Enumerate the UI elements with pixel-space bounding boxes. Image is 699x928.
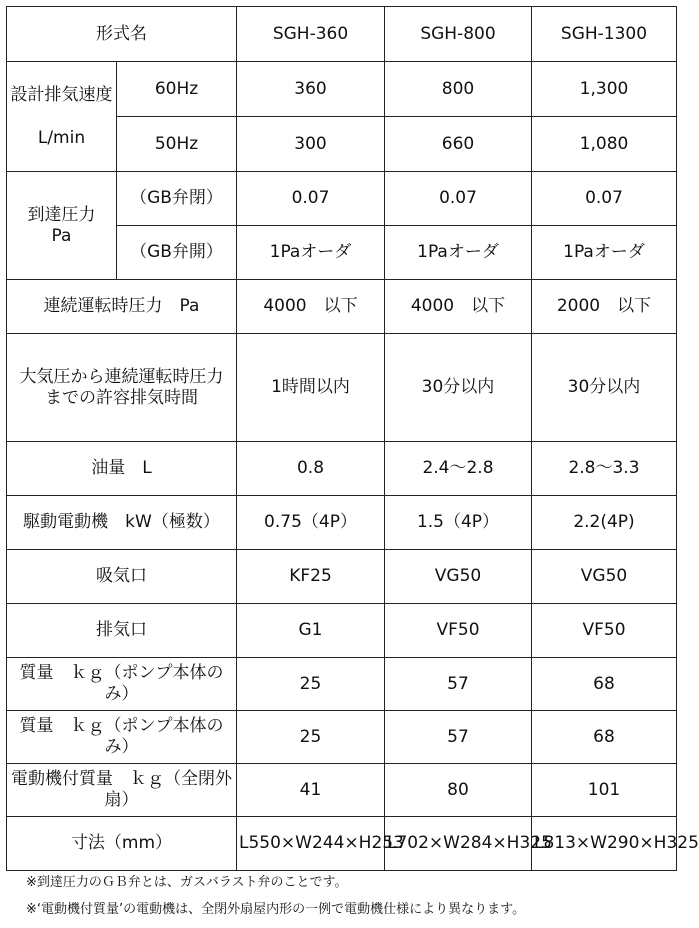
value-cell: 80 — [385, 764, 532, 817]
table-row — [7, 711, 677, 764]
allowable-time-label-line1: 大気圧から連続運転時圧力 — [19, 366, 224, 387]
table-row — [7, 334, 677, 442]
ultimate-pressure-label — [7, 172, 117, 280]
model-cell: SGH-1300 — [532, 7, 677, 62]
value-cell: 1Paオーダ — [237, 226, 385, 280]
value-cell: KF25 — [237, 550, 385, 604]
ultimate-pressure-unit: Pa — [51, 225, 72, 246]
exhaust-speed-label — [7, 62, 117, 172]
value-cell: 68 — [532, 711, 677, 764]
freq-cell: 50Hz — [117, 117, 237, 172]
value-cell: 2000 以下 — [532, 280, 677, 334]
value-cell: 800 — [385, 62, 532, 117]
value-cell: VF50 — [385, 604, 532, 658]
value-cell: 30分以内 — [532, 334, 677, 442]
table-row — [7, 172, 677, 226]
value-cell: 57 — [385, 658, 532, 711]
value-cell: 4000 以下 — [385, 280, 532, 334]
freq-cell: 60Hz — [117, 62, 237, 117]
table-row — [7, 604, 677, 658]
value-cell: 0.07 — [237, 172, 385, 226]
table-row — [7, 496, 677, 550]
value-cell: 2.8～3.3 — [532, 442, 677, 496]
motor-label: 駆動電動機 kW（極数） — [7, 496, 237, 550]
footnotes — [26, 874, 676, 928]
value-cell: 660 — [385, 117, 532, 172]
exhaust-port-label: 排気口 — [7, 604, 237, 658]
dimensions-label: 寸法（mm） — [7, 817, 237, 871]
value-cell: 360 — [237, 62, 385, 117]
mass-label: 質量 ｋｇ（ポンプ本体のみ） — [7, 711, 237, 764]
value-cell: G1 — [237, 604, 385, 658]
condition-cell: （GB弁開） — [117, 226, 237, 280]
value-cell: 30分以内 — [385, 334, 532, 442]
value-cell: 2.2(4P) — [532, 496, 677, 550]
value-cell: 300 — [237, 117, 385, 172]
dimension-cell: L550×W244×H253 — [237, 817, 385, 871]
exhaust-speed-label-line1: 設計排気速度 — [10, 84, 113, 105]
table-row — [7, 550, 677, 604]
value-cell: 2.4～2.8 — [385, 442, 532, 496]
model-cell: SGH-360 — [237, 7, 385, 62]
value-cell: 0.07 — [385, 172, 532, 226]
table-row — [7, 62, 677, 117]
value-cell: 1,080 — [532, 117, 677, 172]
value-cell: 41 — [237, 764, 385, 817]
value-cell: 1,300 — [532, 62, 677, 117]
footnote: ※到達圧力のＧＢ弁とは、ガスバラスト弁のことです。 — [26, 875, 348, 890]
value-cell: 57 — [385, 711, 532, 764]
oil-label: 油量 L — [7, 442, 237, 496]
value-cell: VF50 — [532, 604, 677, 658]
table-row — [7, 658, 677, 711]
value-cell: 1.5（4P） — [385, 496, 532, 550]
value-cell: 1Paオーダ — [532, 226, 677, 280]
model-header: 形式名 — [7, 7, 237, 62]
dimension-cell: L702×W284×H325 — [385, 817, 532, 871]
model-cell: SGH-800 — [385, 7, 532, 62]
dimension-cell: L813×W290×H325 — [532, 817, 677, 871]
value-cell: 0.75（4P） — [237, 496, 385, 550]
condition-cell: （GB弁閉） — [117, 172, 237, 226]
table-row — [7, 7, 677, 62]
intake-label: 吸気口 — [7, 550, 237, 604]
table-row — [7, 442, 677, 496]
spec-table — [6, 6, 699, 871]
value-cell: 4000 以下 — [237, 280, 385, 334]
allowable-time-label-line2: までの許容排気時間 — [45, 387, 198, 408]
value-cell: 25 — [237, 658, 385, 711]
value-cell: VG50 — [385, 550, 532, 604]
value-cell: 1Paオーダ — [385, 226, 532, 280]
mass-label: 質量 ｋｇ（ポンプ本体のみ） — [7, 658, 237, 711]
value-cell: 0.8 — [237, 442, 385, 496]
continuous-pressure-label: 連続運転時圧力 Pa — [7, 280, 237, 334]
value-cell: VG50 — [532, 550, 677, 604]
allowable-time-label — [7, 334, 237, 442]
footnote: ※‘電動機付質量’の電動機は、全閉外扇屋内形の一例で電動機仕様により異なります。 — [26, 902, 526, 917]
value-cell: 68 — [532, 658, 677, 711]
value-cell: 0.07 — [532, 172, 677, 226]
table-row — [7, 817, 677, 871]
exhaust-speed-unit: L/min — [37, 127, 86, 148]
value-cell: 1時間以内 — [237, 334, 385, 442]
value-cell: 101 — [532, 764, 677, 817]
mass-with-motor-label: 電動機付質量 ｋｇ（全閉外扇） — [7, 764, 237, 817]
table-row — [7, 764, 677, 817]
ultimate-pressure-label-line1: 到達圧力 — [27, 204, 96, 225]
value-cell: 25 — [237, 711, 385, 764]
table-row — [7, 280, 677, 334]
